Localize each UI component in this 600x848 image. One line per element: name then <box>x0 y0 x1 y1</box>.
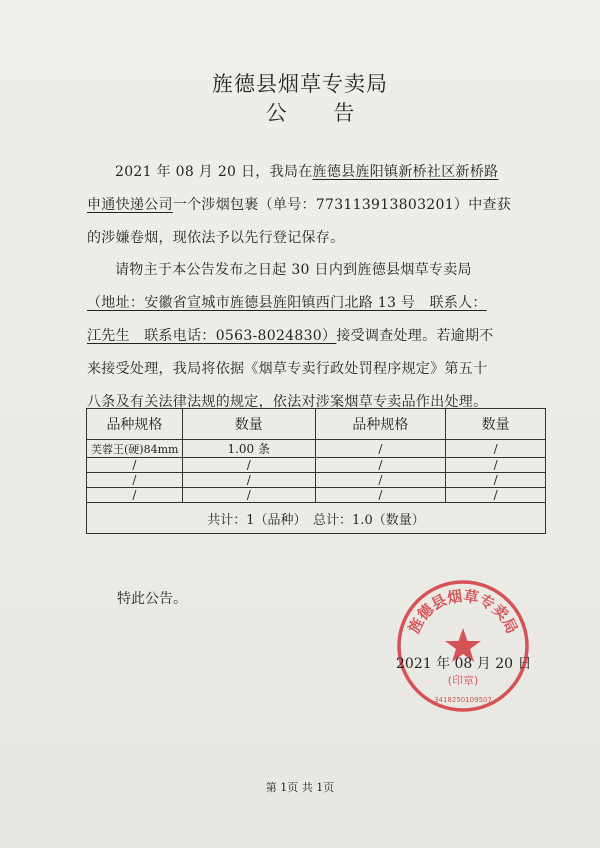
table-cell: / <box>446 473 546 488</box>
table-cell: / <box>315 488 446 503</box>
paragraph-line: 八条及有关法律法规的规定，依法对涉案烟草专卖品作出处理。 <box>87 394 488 410</box>
office-title: 旌德县烟草专卖局 <box>212 72 388 96</box>
seal-center-text: (印章) <box>447 674 479 687</box>
notice-date: 2021 年 08 月 20 日 <box>396 656 532 672</box>
table-cell: / <box>182 473 315 488</box>
table-cell: / <box>87 473 183 488</box>
paragraph-line <box>87 189 547 222</box>
table-cell: 芙蓉王(硬)84mm <box>87 440 183 458</box>
text-segment: 一个涉烟包裹（单号：773113913803201）中查获 <box>172 197 512 213</box>
table-row <box>87 440 546 458</box>
closing-text: 特此公告。 <box>117 591 187 607</box>
table-cell: / <box>182 488 315 503</box>
text-segment: 接受调查处理。若逾期不 <box>336 328 494 344</box>
table-cell: / <box>87 458 183 473</box>
paragraph-line: 来接受处理，我局将依据《烟草专卖行政处罚程序规定》第五十 <box>87 361 488 377</box>
paragraph-line <box>87 156 547 189</box>
paragraph-line <box>87 222 547 255</box>
table-header-cell: 数量 <box>446 409 546 440</box>
table-cell: / <box>87 488 183 503</box>
table-total-row <box>87 503 546 534</box>
notice-title: 公 告 <box>265 101 375 125</box>
official-seal <box>395 578 531 714</box>
table-header-cell: 品种规格 <box>87 409 183 440</box>
table-header-cell: 数量 <box>182 409 315 440</box>
contact-text: 江先生 联系电话：0563-8024830） <box>87 328 337 344</box>
company-text: 申通快递公司 <box>87 197 173 213</box>
table-cell: / <box>315 458 446 473</box>
paragraph-instructions <box>87 254 547 419</box>
table-cell: / <box>446 440 546 458</box>
table-row <box>87 488 546 503</box>
table-cell: / <box>182 458 315 473</box>
table-cell: 1.00 条 <box>182 440 315 458</box>
seal-org-text: 旌德县烟草专卖局 <box>404 586 522 637</box>
table-total: 共计：1（品种） 总计：1.0（数量） <box>87 503 546 534</box>
table-cell: / <box>315 473 446 488</box>
table-cell: / <box>315 440 446 458</box>
table-cell: / <box>446 458 546 473</box>
text-segment: 2021 年 08 月 20 日，我局在 <box>115 164 313 180</box>
table-row <box>87 473 546 488</box>
text-segment: 的涉嫌卷烟，现依法予以先行登记保存。 <box>87 230 345 246</box>
location-text: 旌德县旌阳镇新桥社区新桥路 <box>312 164 499 180</box>
paragraph-line: 请物主于本公告发布之日起 30 日内到旌德县烟草专卖局 <box>115 262 472 278</box>
table-row <box>87 458 546 473</box>
page-footer: 第 1页 共 1页 <box>265 781 335 794</box>
table-header-cell: 品种规格 <box>315 409 446 440</box>
seal-code-text: 3418250109507 <box>434 696 492 704</box>
paragraph-seizure <box>87 156 547 255</box>
seized-items-table <box>86 408 546 534</box>
table-header-row <box>87 409 546 440</box>
address-line: （地址：安徽省宣城市旌德县旌阳镇西门北路 13 号 联系人： <box>87 295 487 311</box>
paragraph-line <box>87 320 547 353</box>
table-cell: / <box>446 488 546 503</box>
